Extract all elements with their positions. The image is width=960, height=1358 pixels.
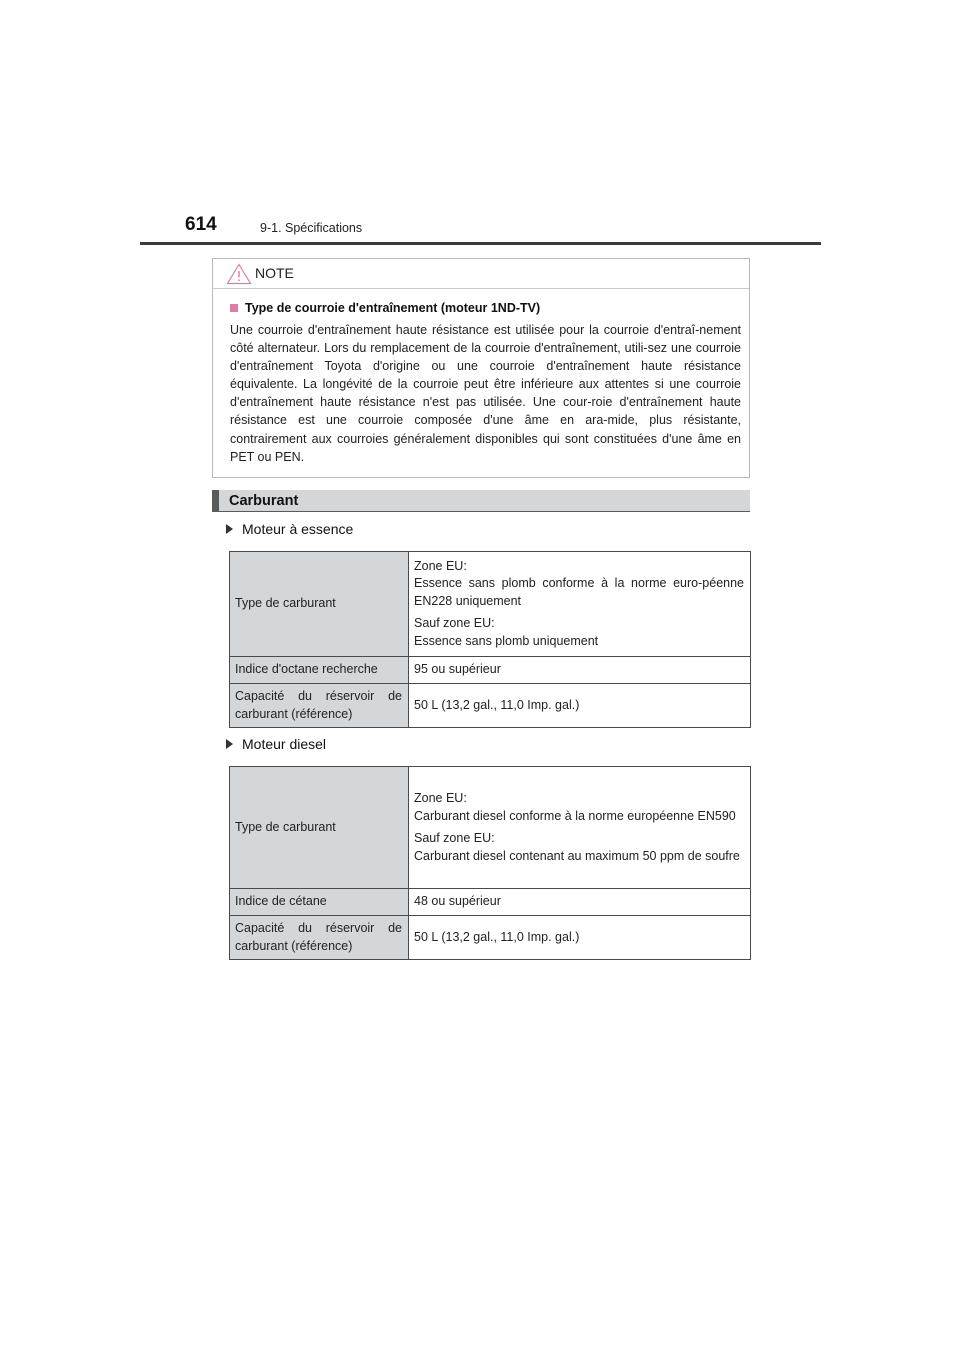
table-label-cell: Capacité du réservoir de carburant (référence) [230, 916, 409, 960]
table-row [230, 552, 751, 657]
other-zone-text: Carburant diesel contenant au maximum 50 ppm de soufre [414, 848, 740, 863]
other-zone-title: Sauf zone EU: [414, 616, 495, 631]
zone-title: Zone EU: [414, 558, 467, 573]
page-number: 614 [185, 214, 217, 235]
warning-triangle-icon [226, 263, 252, 285]
square-bullet-icon [230, 304, 238, 312]
table-row [230, 657, 751, 684]
note-title [230, 301, 540, 315]
table-value-cell: 48 ou supérieur [409, 889, 751, 916]
other-zone-text: Essence sans plomb uniquement [414, 633, 599, 648]
petrol-spec-table [229, 551, 751, 728]
diesel-spec-table [229, 766, 751, 960]
table-row [230, 889, 751, 916]
zone-title: Zone EU: [414, 791, 467, 805]
table-label-cell: Indice d'octane recherche [230, 657, 409, 684]
note-label: NOTE [255, 265, 294, 281]
section-reference: 9-1. Spécifications [260, 221, 363, 235]
table-row [230, 916, 751, 960]
table-value-cell: 95 ou supérieur [409, 657, 751, 684]
note-header [213, 259, 749, 289]
diesel-engine-heading [226, 736, 326, 752]
section-header [212, 490, 750, 512]
table-value-cell [409, 552, 751, 657]
other-zone-title: Sauf zone EU: [414, 831, 495, 845]
table-value-cell: 50 L (13,2 gal., 11,0 Imp. gal.) [409, 916, 751, 960]
zone-text: Carburant diesel conforme à la norme européenne EN590 [414, 808, 736, 823]
table-label-cell: Indice de cétane [230, 889, 409, 916]
table-label-cell: Capacité du réservoir de carburant (référence) [230, 684, 409, 728]
arrow-bullet-icon [226, 739, 233, 749]
table-label-cell: Type de carburant [230, 552, 409, 657]
diesel-engine-heading-text: Moteur diesel [242, 736, 327, 752]
petrol-engine-heading [226, 521, 353, 537]
table-value-cell: 50 L (13,2 gal., 11,0 Imp. gal.) [409, 684, 751, 728]
note-title-text: Type de courroie d'entraînement (moteur 1ND-TV) [245, 301, 541, 315]
note-body: Une courroie d'entraînement haute résistance est utilisée pour la courroie d'entraî-nement côté alternateur. Lors du remplacement de la courroie d'entraînement, utili-sez une courroie d'entraînement Toyota d'origine ou une courroie d'entraînement haute résistance équivalente. La longévité de la courroie peut être inférieure aux attentes si une courroie d'entraînement haute résistance n'est pas utilisée. Une cour-roie d'entraînement haute résistance est une courroie composée d'une âme en ara-mide, plus résistante, contrairement aux courroies généralement disponibles qui sont constituées d'une âme en PET ou PEN. [230, 323, 741, 464]
header-rule [140, 242, 821, 245]
table-label-cell: Type de carburant [230, 767, 409, 889]
table-row [230, 684, 751, 728]
arrow-bullet-icon [226, 524, 233, 534]
table-value-cell [409, 767, 751, 889]
petrol-engine-heading-text: Moteur à essence [242, 521, 354, 537]
table-row [230, 767, 751, 889]
note-box [212, 258, 750, 478]
section-title: Carburant [229, 493, 299, 509]
zone-text: Essence sans plomb conforme à la norme euro-péenne EN228 uniquement [414, 576, 744, 608]
